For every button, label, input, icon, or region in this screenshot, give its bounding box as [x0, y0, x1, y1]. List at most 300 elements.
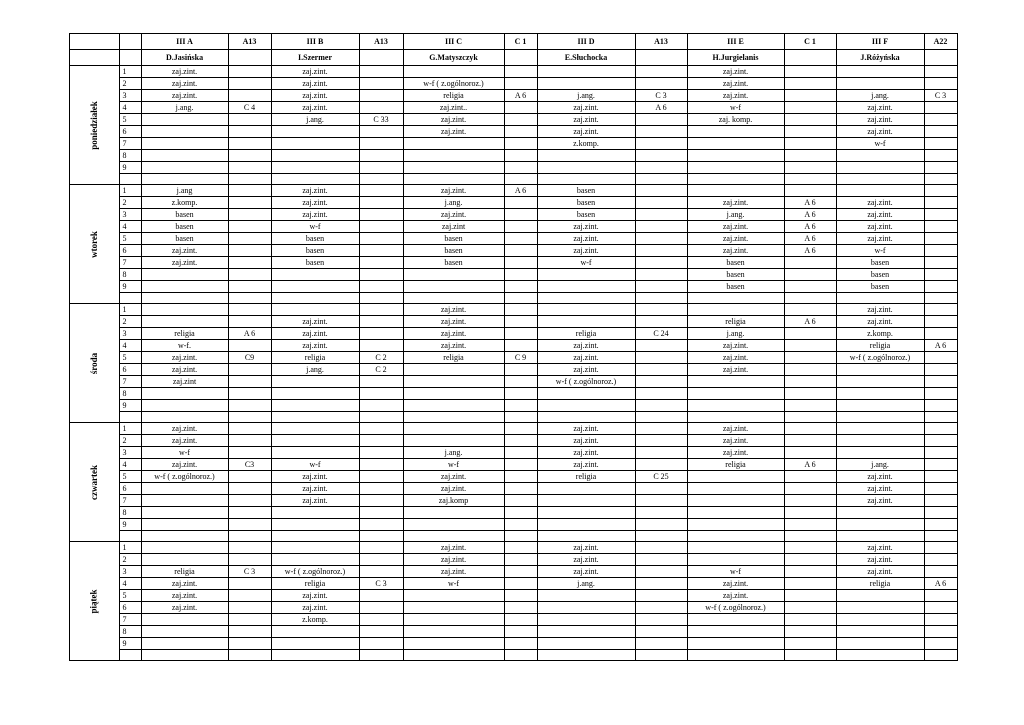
subject-cell	[836, 376, 924, 388]
subject-cell	[687, 483, 784, 495]
room-cell	[359, 388, 403, 400]
lesson-number: 6	[119, 364, 141, 376]
class-teacher: J.Różyńska	[836, 50, 924, 66]
subject-cell	[271, 638, 359, 650]
lesson-number: 5	[119, 471, 141, 483]
subject-cell	[141, 483, 228, 495]
room-cell	[924, 435, 957, 447]
empty-cell	[784, 531, 836, 542]
lesson-number: 8	[119, 269, 141, 281]
room-cell	[924, 352, 957, 364]
empty-cell	[359, 50, 403, 66]
subject-cell	[836, 364, 924, 376]
room-cell	[924, 519, 957, 531]
lesson-row	[70, 566, 958, 578]
subject-cell	[271, 376, 359, 388]
room-cell	[228, 281, 271, 293]
day-label: środa	[88, 352, 99, 374]
empty-cell	[836, 412, 924, 423]
subject-cell	[403, 364, 504, 376]
room-cell	[359, 221, 403, 233]
room-cell	[228, 304, 271, 316]
room-cell	[635, 566, 687, 578]
room-cell	[924, 78, 957, 90]
room-cell	[635, 578, 687, 590]
subject-cell: zaj.zint.	[836, 483, 924, 495]
empty-cell	[537, 293, 635, 304]
subject-cell: j.ang.	[403, 197, 504, 209]
room-cell	[924, 150, 957, 162]
empty-cell	[271, 293, 359, 304]
subject-cell: j.ang.	[836, 459, 924, 471]
room-cell	[359, 281, 403, 293]
lesson-row	[70, 364, 958, 376]
empty-cell	[271, 531, 359, 542]
subject-cell: zaj.zint.	[537, 566, 635, 578]
subject-cell: religia	[403, 352, 504, 364]
room-cell	[924, 257, 957, 269]
subject-cell	[687, 471, 784, 483]
subject-cell: zaj.zint.	[403, 471, 504, 483]
lesson-row	[70, 102, 958, 114]
room-cell	[635, 614, 687, 626]
room-cell: C 3	[635, 90, 687, 102]
subject-cell	[836, 626, 924, 638]
subject-cell: basen	[537, 197, 635, 209]
subject-cell: w-f ( z.ogólnoroz.)	[537, 376, 635, 388]
subject-cell: basen	[271, 233, 359, 245]
subject-cell: zaj.zint.	[537, 447, 635, 459]
room-cell	[359, 316, 403, 328]
empty-cell	[635, 174, 687, 185]
empty-cell	[537, 412, 635, 423]
subject-cell	[403, 590, 504, 602]
room-cell	[228, 185, 271, 197]
subject-cell	[271, 542, 359, 554]
subject-cell: zaj.zint.	[403, 316, 504, 328]
lesson-row	[70, 233, 958, 245]
subject-cell: zaj.zint.	[836, 197, 924, 209]
subject-cell: basen	[403, 257, 504, 269]
empty-cell	[403, 174, 504, 185]
lesson-row	[70, 447, 958, 459]
room-cell	[359, 185, 403, 197]
room-cell	[504, 614, 537, 626]
subject-cell	[537, 483, 635, 495]
subject-cell	[271, 447, 359, 459]
room-cell	[228, 364, 271, 376]
room-cell	[504, 304, 537, 316]
room-cell	[504, 150, 537, 162]
subject-cell	[141, 638, 228, 650]
room-cell	[359, 150, 403, 162]
subject-cell: basen	[836, 281, 924, 293]
subject-cell	[141, 304, 228, 316]
room-cell	[924, 162, 957, 174]
subject-cell: religia	[271, 578, 359, 590]
subject-cell: zaj.zint.	[836, 495, 924, 507]
empty-cell	[687, 531, 784, 542]
empty-cell	[228, 531, 271, 542]
subject-cell	[271, 554, 359, 566]
room-cell	[504, 328, 537, 340]
subject-cell	[687, 554, 784, 566]
subject-cell	[403, 614, 504, 626]
subject-cell	[687, 126, 784, 138]
lesson-number: 8	[119, 626, 141, 638]
class-teacher: H.Jurgielanis	[687, 50, 784, 66]
room-cell	[228, 340, 271, 352]
room-cell	[784, 328, 836, 340]
subject-cell: zaj.zint.	[687, 90, 784, 102]
subject-cell	[403, 269, 504, 281]
room-cell	[228, 150, 271, 162]
subject-cell	[141, 162, 228, 174]
empty-cell	[228, 174, 271, 185]
room-cell	[924, 554, 957, 566]
subject-cell: basen	[687, 281, 784, 293]
corner-cell	[119, 34, 141, 50]
lesson-number: 6	[119, 126, 141, 138]
subject-cell	[537, 626, 635, 638]
room-cell	[784, 162, 836, 174]
class-teacher: D.Jasińska	[141, 50, 228, 66]
room-cell	[784, 388, 836, 400]
room-cell	[359, 435, 403, 447]
room-cell: A 6	[924, 340, 957, 352]
room-cell: C 3	[228, 566, 271, 578]
subject-cell	[141, 269, 228, 281]
subject-cell: basen	[141, 209, 228, 221]
subject-cell: zaj.zint.	[271, 78, 359, 90]
subject-cell	[271, 304, 359, 316]
subject-cell	[141, 138, 228, 150]
room-cell	[504, 388, 537, 400]
room-cell	[784, 435, 836, 447]
day-cell	[70, 423, 120, 542]
room-cell	[784, 554, 836, 566]
subject-cell: basen	[403, 233, 504, 245]
subject-cell	[537, 269, 635, 281]
subject-cell	[537, 66, 635, 78]
room-cell	[784, 542, 836, 554]
corner-cell	[70, 34, 120, 50]
class-room: C 1	[784, 34, 836, 50]
room-cell	[504, 245, 537, 257]
subject-cell: zaj.zint.	[687, 340, 784, 352]
room-cell	[924, 507, 957, 519]
room-cell	[784, 602, 836, 614]
empty-cell	[537, 174, 635, 185]
room-cell: C 3	[924, 90, 957, 102]
room-cell	[359, 376, 403, 388]
room-cell	[635, 483, 687, 495]
subject-cell: zaj.zint.	[141, 352, 228, 364]
lesson-row	[70, 352, 958, 364]
header-row-classes	[70, 34, 958, 50]
room-cell	[228, 90, 271, 102]
room-cell: A 6	[635, 102, 687, 114]
empty-cell	[141, 174, 228, 185]
subject-cell: zaj.zint.	[836, 102, 924, 114]
lesson-number: 3	[119, 566, 141, 578]
room-cell	[924, 495, 957, 507]
subject-cell	[403, 150, 504, 162]
room-cell	[359, 304, 403, 316]
class-name: III B	[271, 34, 359, 50]
class-room: C 1	[504, 34, 537, 50]
subject-cell	[141, 614, 228, 626]
empty-cell	[228, 293, 271, 304]
room-cell	[635, 78, 687, 90]
room-cell	[504, 221, 537, 233]
room-cell	[635, 435, 687, 447]
subject-cell: zaj.zint.	[403, 554, 504, 566]
room-cell	[635, 281, 687, 293]
subject-cell	[687, 304, 784, 316]
subject-cell	[141, 495, 228, 507]
lesson-row	[70, 376, 958, 388]
lesson-row	[70, 590, 958, 602]
room-cell	[228, 495, 271, 507]
lesson-number: 1	[119, 66, 141, 78]
room-cell: C 25	[635, 471, 687, 483]
subject-cell	[836, 66, 924, 78]
room-cell	[924, 102, 957, 114]
room-cell	[924, 138, 957, 150]
lesson-row	[70, 185, 958, 197]
room-cell	[228, 269, 271, 281]
room-cell	[504, 566, 537, 578]
subject-cell: zaj.zint.	[271, 316, 359, 328]
subject-cell	[537, 602, 635, 614]
subject-cell: zaj.zint.	[141, 245, 228, 257]
subject-cell	[271, 269, 359, 281]
room-cell	[635, 114, 687, 126]
day-cell	[70, 66, 120, 185]
room-cell	[228, 483, 271, 495]
spacer-row	[70, 293, 958, 304]
room-cell	[784, 566, 836, 578]
subject-cell: z.komp.	[141, 197, 228, 209]
room-cell: C 9	[504, 352, 537, 364]
room-cell: C 33	[359, 114, 403, 126]
room-cell	[635, 245, 687, 257]
room-cell	[784, 376, 836, 388]
empty-cell	[836, 293, 924, 304]
room-cell: A 6	[784, 233, 836, 245]
lesson-row	[70, 269, 958, 281]
room-cell	[924, 209, 957, 221]
empty-cell	[784, 50, 836, 66]
subject-cell: zaj.zint.	[141, 257, 228, 269]
room-cell	[924, 185, 957, 197]
subject-cell	[836, 447, 924, 459]
empty-cell	[119, 174, 141, 185]
room-cell	[359, 233, 403, 245]
empty-cell	[141, 531, 228, 542]
room-cell	[228, 316, 271, 328]
lesson-row	[70, 221, 958, 233]
subject-cell: zaj.zint.	[687, 233, 784, 245]
room-cell	[359, 269, 403, 281]
subject-cell	[537, 507, 635, 519]
subject-cell	[271, 126, 359, 138]
room-cell	[924, 114, 957, 126]
subject-cell: zaj.komp	[403, 495, 504, 507]
class-name: III C	[403, 34, 504, 50]
subject-cell	[537, 281, 635, 293]
subject-cell	[537, 162, 635, 174]
room-cell	[228, 209, 271, 221]
lesson-number: 2	[119, 197, 141, 209]
subject-cell: zaj.zint.	[403, 483, 504, 495]
subject-cell	[687, 638, 784, 650]
room-cell	[504, 269, 537, 281]
room-cell	[504, 626, 537, 638]
room-cell	[635, 495, 687, 507]
room-cell	[635, 376, 687, 388]
subject-cell: zaj.zint.	[271, 483, 359, 495]
subject-cell: zaj.zint.	[537, 233, 635, 245]
lesson-number: 6	[119, 245, 141, 257]
room-cell	[228, 114, 271, 126]
empty-cell	[403, 531, 504, 542]
room-cell	[359, 638, 403, 650]
subject-cell	[403, 507, 504, 519]
room-cell	[924, 423, 957, 435]
room-cell	[228, 507, 271, 519]
lesson-row	[70, 138, 958, 150]
subject-cell	[271, 388, 359, 400]
subject-cell	[537, 78, 635, 90]
room-cell	[359, 423, 403, 435]
lesson-number: 5	[119, 233, 141, 245]
room-cell	[635, 304, 687, 316]
room-cell	[924, 221, 957, 233]
subject-cell	[687, 614, 784, 626]
room-cell	[635, 459, 687, 471]
room-cell	[228, 257, 271, 269]
empty-cell	[504, 412, 537, 423]
subject-cell: basen	[141, 221, 228, 233]
subject-cell	[271, 507, 359, 519]
room-cell	[924, 66, 957, 78]
room-cell	[784, 126, 836, 138]
subject-cell: zaj.zint.	[537, 364, 635, 376]
class-teacher: G.Matyszczyk	[403, 50, 504, 66]
lesson-row	[70, 281, 958, 293]
class-room: A13	[359, 34, 403, 50]
room-cell	[228, 471, 271, 483]
empty-cell	[141, 293, 228, 304]
room-cell	[504, 209, 537, 221]
subject-cell: basen	[403, 245, 504, 257]
empty-cell	[228, 50, 271, 66]
subject-cell: zaj.zint.	[687, 197, 784, 209]
room-cell	[359, 78, 403, 90]
room-cell	[635, 590, 687, 602]
subject-cell: zaj.zint.	[271, 90, 359, 102]
subject-cell	[836, 185, 924, 197]
lesson-row	[70, 602, 958, 614]
room-cell	[228, 376, 271, 388]
room-cell	[359, 471, 403, 483]
room-cell	[784, 269, 836, 281]
subject-cell: zaj.zint.	[537, 114, 635, 126]
room-cell: A 6	[228, 328, 271, 340]
subject-cell: j.ang.	[141, 102, 228, 114]
room-cell	[784, 114, 836, 126]
subject-cell: w-f	[687, 102, 784, 114]
room-cell	[228, 245, 271, 257]
room-cell	[635, 269, 687, 281]
room-cell	[784, 352, 836, 364]
class-room: A22	[924, 34, 957, 50]
room-cell	[924, 566, 957, 578]
lesson-number: 3	[119, 90, 141, 102]
room-cell: A 6	[784, 459, 836, 471]
room-cell	[359, 126, 403, 138]
room-cell	[504, 114, 537, 126]
lesson-row	[70, 197, 958, 209]
room-cell	[359, 400, 403, 412]
room-cell	[924, 602, 957, 614]
subject-cell	[836, 150, 924, 162]
room-cell	[924, 197, 957, 209]
lesson-row	[70, 304, 958, 316]
empty-cell	[504, 293, 537, 304]
subject-cell: religia	[537, 328, 635, 340]
empty-cell	[359, 531, 403, 542]
empty-cell	[403, 293, 504, 304]
empty-cell	[635, 412, 687, 423]
subject-cell: zaj.zint.	[141, 578, 228, 590]
spacer-row	[70, 531, 958, 542]
subject-cell: zaj.zint.	[537, 542, 635, 554]
subject-cell	[403, 626, 504, 638]
room-cell	[924, 459, 957, 471]
room-cell	[504, 400, 537, 412]
subject-cell: w-f	[687, 566, 784, 578]
subject-cell: zaj.zint.	[141, 459, 228, 471]
room-cell	[228, 638, 271, 650]
subject-cell: zaj.zint.	[271, 471, 359, 483]
room-cell	[784, 400, 836, 412]
subject-cell: zaj.zint.	[687, 66, 784, 78]
subject-cell	[687, 150, 784, 162]
class-room: A13	[635, 34, 687, 50]
room-cell	[359, 519, 403, 531]
subject-cell	[537, 519, 635, 531]
room-cell	[228, 435, 271, 447]
lesson-number: 9	[119, 281, 141, 293]
subject-cell: basen	[537, 185, 635, 197]
room-cell	[504, 162, 537, 174]
spacer-row	[70, 412, 958, 423]
subject-cell	[836, 435, 924, 447]
subject-cell: zaj.zint.	[836, 209, 924, 221]
room-cell	[228, 66, 271, 78]
lesson-number: 5	[119, 590, 141, 602]
subject-cell: z.komp.	[537, 138, 635, 150]
lesson-number: 6	[119, 602, 141, 614]
subject-cell: zaj.zint.	[141, 435, 228, 447]
room-cell	[504, 542, 537, 554]
room-cell	[784, 590, 836, 602]
room-cell	[228, 138, 271, 150]
room-cell	[504, 459, 537, 471]
